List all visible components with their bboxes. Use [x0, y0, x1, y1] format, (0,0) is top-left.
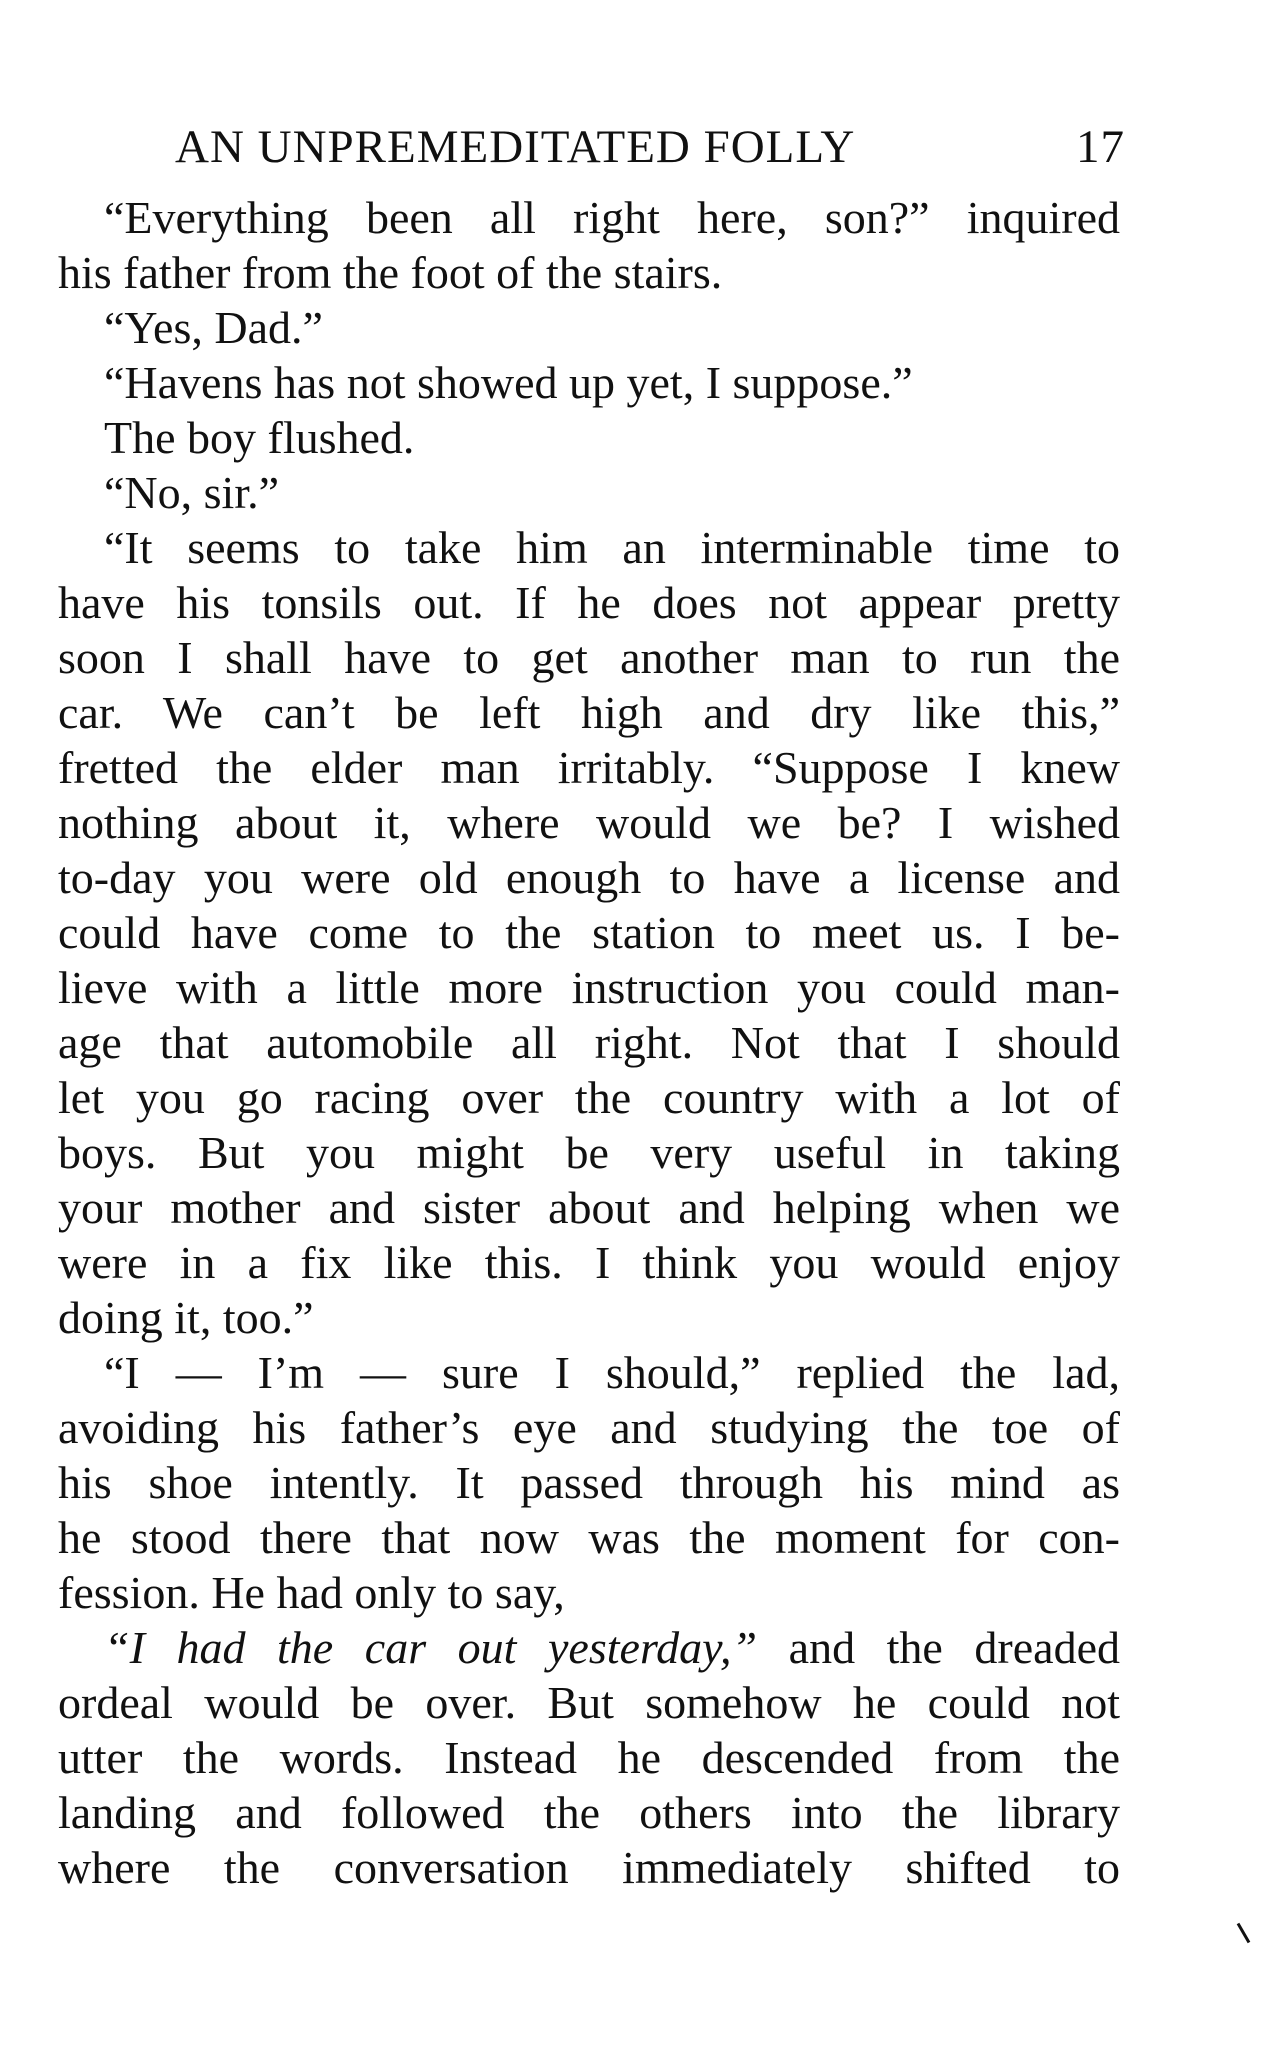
text-line: avoiding his father’s eye and studying the toe of [58, 1402, 1120, 1453]
text-line: landing and followed the others into the library [58, 1787, 1120, 1838]
text-line: “Everything been all right here, son?” inquired [104, 192, 1120, 243]
text-line: were in a fix like this. I think you would enjoy [58, 1237, 1120, 1288]
text-line: “I — I’m — sure I should,” replied the lad, [104, 1347, 1120, 1398]
text-line: The boy flushed. [104, 412, 415, 463]
text-line: nothing about it, where would we be? I wished [58, 797, 1120, 848]
text-line: utter the words. Instead he descended from the [58, 1732, 1120, 1783]
text-line: ordeal would be over. But somehow he could not [58, 1677, 1120, 1728]
text-line: age that automobile all right. Not that I should [58, 1017, 1120, 1068]
text-line: “No, sir.” [104, 467, 280, 518]
text-line: could have come to the station to meet us. I be- [58, 907, 1120, 958]
text-line: car. We can’t be left high and dry like this,” [58, 687, 1120, 738]
text-line: his shoe intently. It passed through his mind as [58, 1457, 1120, 1508]
text-line: fretted the elder man irritably. “Suppose I knew [58, 742, 1120, 793]
text-line: to-day you were old enough to have a license and [58, 852, 1120, 903]
print-speck [1237, 1923, 1251, 1944]
text-line: “Havens has not showed up yet, I suppose.” [104, 357, 913, 408]
text-line: soon I shall have to get another man to run the [58, 632, 1120, 683]
page-number: 17 [1076, 121, 1125, 173]
text-line-mixed [104, 1620, 1120, 1675]
text-line: he stood there that now was the moment for con- [58, 1512, 1120, 1563]
text-line: fession. He had only to say, [58, 1567, 565, 1618]
text-line: where the conversation immediately shifted to [58, 1842, 1120, 1893]
text-line: “It seems to take him an interminable time to [104, 522, 1120, 573]
text-line: let you go racing over the country with a lot of [58, 1072, 1120, 1123]
text-line: doing it, too.” [58, 1292, 314, 1343]
text-line: boys. But you might be very useful in taking [58, 1127, 1120, 1178]
italic-quote: “I had the car out yesterday,” [104, 1622, 758, 1673]
text-run: and the dreaded [757, 1622, 1120, 1673]
text-line: “Yes, Dad.” [104, 302, 323, 353]
running-head [175, 120, 1125, 180]
text-line: his father from the foot of the stairs. [58, 247, 723, 298]
text-line: your mother and sister about and helping when we [58, 1182, 1120, 1233]
running-head-title: AN UNPREMEDITATED FOLLY [175, 121, 856, 173]
text-line: have his tonsils out. If he does not appear pretty [58, 577, 1120, 628]
text-line: lieve with a little more instruction you could man- [58, 962, 1120, 1013]
